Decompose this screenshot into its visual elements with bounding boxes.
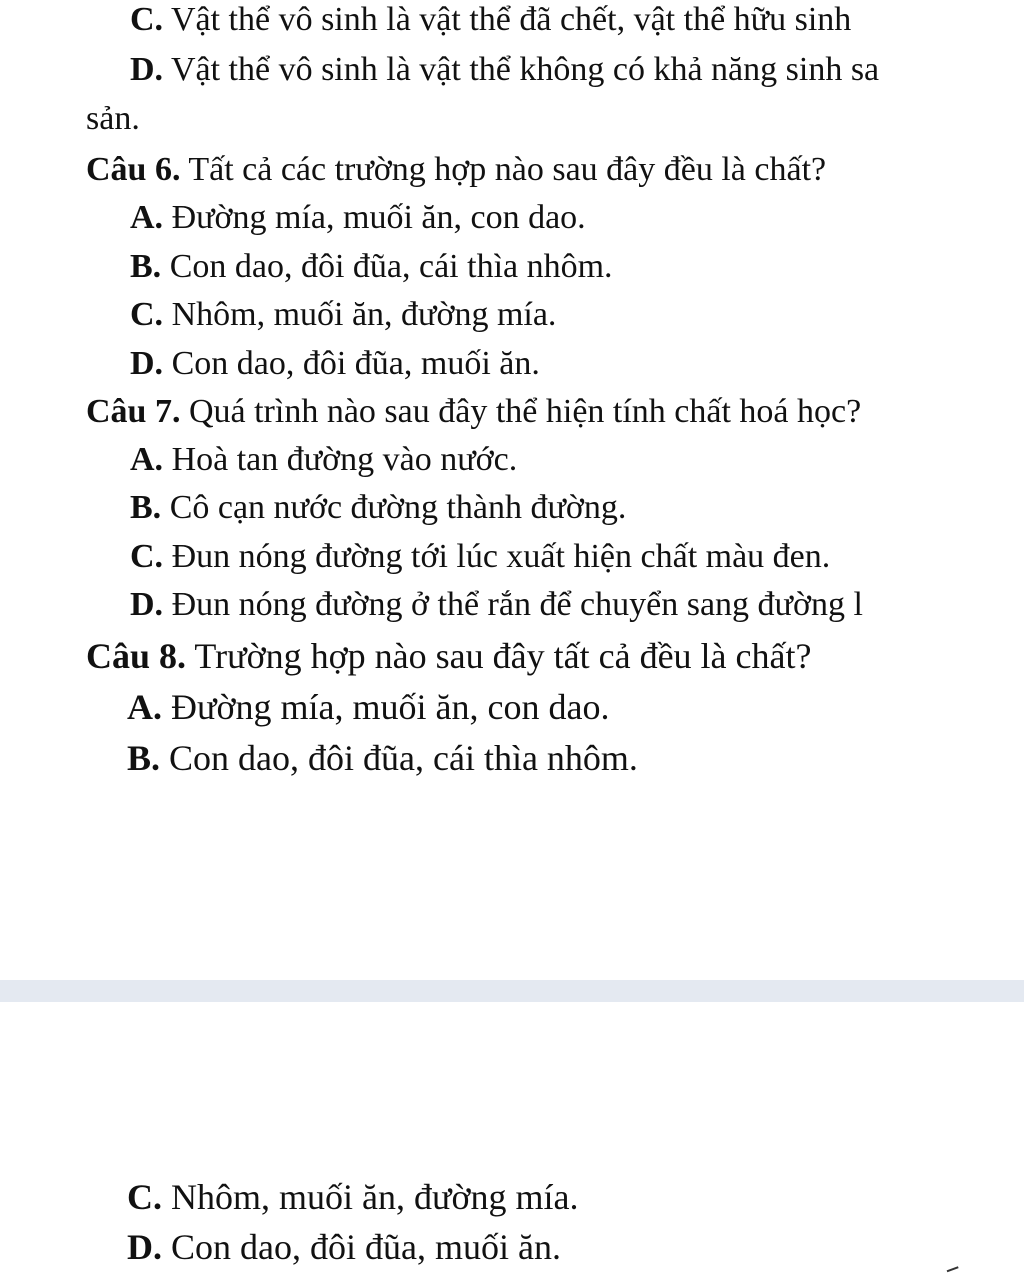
q5-option-c [130,0,851,40]
question-8 [86,636,811,676]
option-text: sản. [86,100,140,137]
question-text: Quá trình nào sau đây thể hiện tính chất hoá học? [180,393,862,430]
diacritic-mark [947,1266,962,1280]
option-label: B. [130,489,162,526]
q7-option-d [130,585,863,625]
q6-option-b [130,247,613,287]
q8-option-b [127,738,638,778]
option-text: Đường mía, muối ăn, con dao. [162,687,610,727]
option-label: A. [127,687,162,727]
option-label: A. [130,441,164,478]
option-label: B. [127,738,161,778]
option-text: Vật thể vô sinh là vật thể đã chết, vật thể hữu sinh [163,1,852,38]
q5-option-d-continuation [86,99,140,139]
q6-option-c [130,295,556,335]
option-text: Hoà tan đường vào nước. [163,441,518,478]
lower-option-c [127,1177,579,1217]
q5-option-d [130,50,879,90]
question-label: Câu 8. [86,636,187,676]
q7-option-b [130,488,626,528]
option-text: Đường mía, muối ăn, con dao. [163,199,586,236]
option-text: Con dao, đôi đũa, cái thìa nhôm. [161,248,613,285]
option-label: D. [130,586,164,623]
question-label: Câu 6. [86,151,181,188]
option-label: C. [130,296,164,333]
option-text: Nhôm, muối ăn, đường mía. [162,1177,579,1217]
option-text: Nhôm, muối ăn, đường mía. [163,296,557,333]
option-label: C. [127,1177,162,1217]
option-text: Đun nóng đường ở thể rắn để chuyển sang đường l [163,586,863,623]
question-text: Tất cả các trường hợp nào sau đây đều là chất? [180,151,827,188]
option-label: B. [130,248,162,285]
q6-option-a [130,198,586,238]
q6-option-d [130,344,540,384]
lower-option-d [127,1227,561,1267]
option-label: C. [130,538,164,575]
option-label: A. [130,199,164,236]
option-text: Con dao, đôi đũa, muối ăn. [163,345,540,382]
option-label: D. [127,1227,162,1267]
option-text: Cô cạn nước đường thành đường. [161,489,627,526]
section-divider [0,980,1024,1002]
question-7 [86,392,861,432]
option-label: D. [130,51,164,88]
q7-option-c [130,537,830,577]
q7-option-a [130,440,517,480]
option-label: D. [130,345,164,382]
option-text: Con dao, đôi đũa, cái thìa nhôm. [160,738,638,778]
option-text: Đun nóng đường tới lúc xuất hiện chất màu đen. [163,538,831,575]
question-text: Trường hợp nào sau đây tất cả đều là chất? [186,636,812,676]
q8-option-a [127,687,609,727]
option-text: Con dao, đôi đũa, muối ăn. [162,1227,561,1267]
question-6 [86,150,826,190]
question-label: Câu 7. [86,393,181,430]
option-label: C. [130,1,164,38]
option-text: Vật thể vô sinh là vật thể không có khả năng sinh sa [163,51,880,88]
